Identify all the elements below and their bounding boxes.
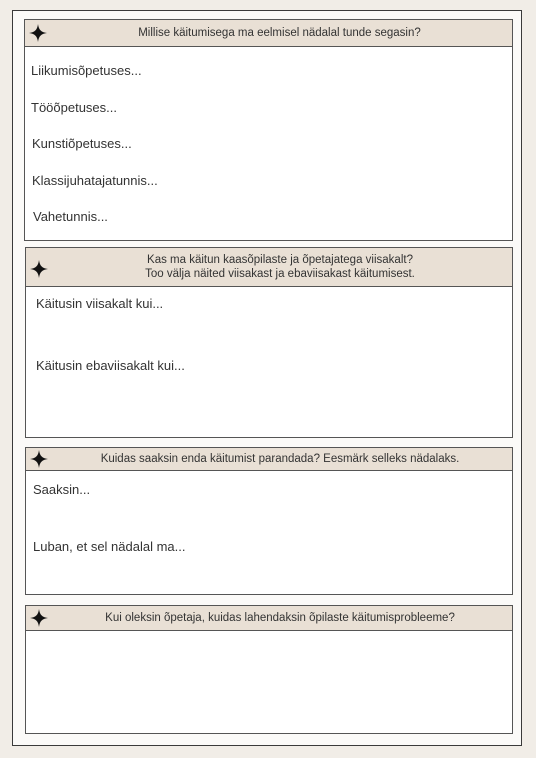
sparkle-icon: [30, 450, 48, 468]
prompt-klassijuhatajatund: Klassijuhatajatunnis...: [32, 173, 158, 188]
section-2-heading-line-1: Kas ma käitun kaasõpilaste ja õpetajatega viisakalt?: [147, 254, 413, 266]
sparkle-icon: [29, 24, 47, 42]
prompt-ebaviisakalt: Käitusin ebaviisakalt kui...: [36, 358, 185, 373]
section-1: [24, 19, 513, 241]
prompt-luban: Luban, et sel nädalal ma...: [33, 539, 186, 554]
section-2-heading-line-2: Too välja näited viisakast ja ebaviisakast käitumisest.: [145, 268, 415, 280]
section-1-heading: Millise käitumisega ma eelmisel nädalal tunde segasin?: [138, 27, 421, 39]
sparkle-icon: [30, 609, 48, 627]
section-3: [25, 447, 513, 595]
section-4-heading: Kui oleksin õpetaja, kuidas lahendaksin õpilaste käitumisprobleeme?: [105, 612, 455, 624]
section-4: [25, 605, 513, 734]
section-2: [25, 247, 513, 438]
section-3-header: [26, 448, 512, 471]
prompt-toopetus: Tööõpetuses...: [31, 100, 117, 115]
prompt-vahetund: Vahetunnis...: [33, 209, 108, 224]
prompt-viisakalt: Käitusin viisakalt kui...: [36, 296, 164, 311]
sparkle-icon: [30, 260, 48, 278]
section-3-heading: Kuidas saaksin enda käitumist parandada? Eesmärk selleks nädalaks.: [100, 453, 460, 465]
prompt-saaksin: Saaksin...: [33, 482, 91, 497]
prompt-liikumisopetus: Liikumisõpetuses...: [31, 63, 142, 78]
section-4-header: [26, 606, 512, 631]
prompt-kunstiopetus: Kunstiõpetuses...: [32, 136, 132, 151]
section-1-header: [25, 20, 512, 47]
section-2-header: [26, 248, 512, 287]
